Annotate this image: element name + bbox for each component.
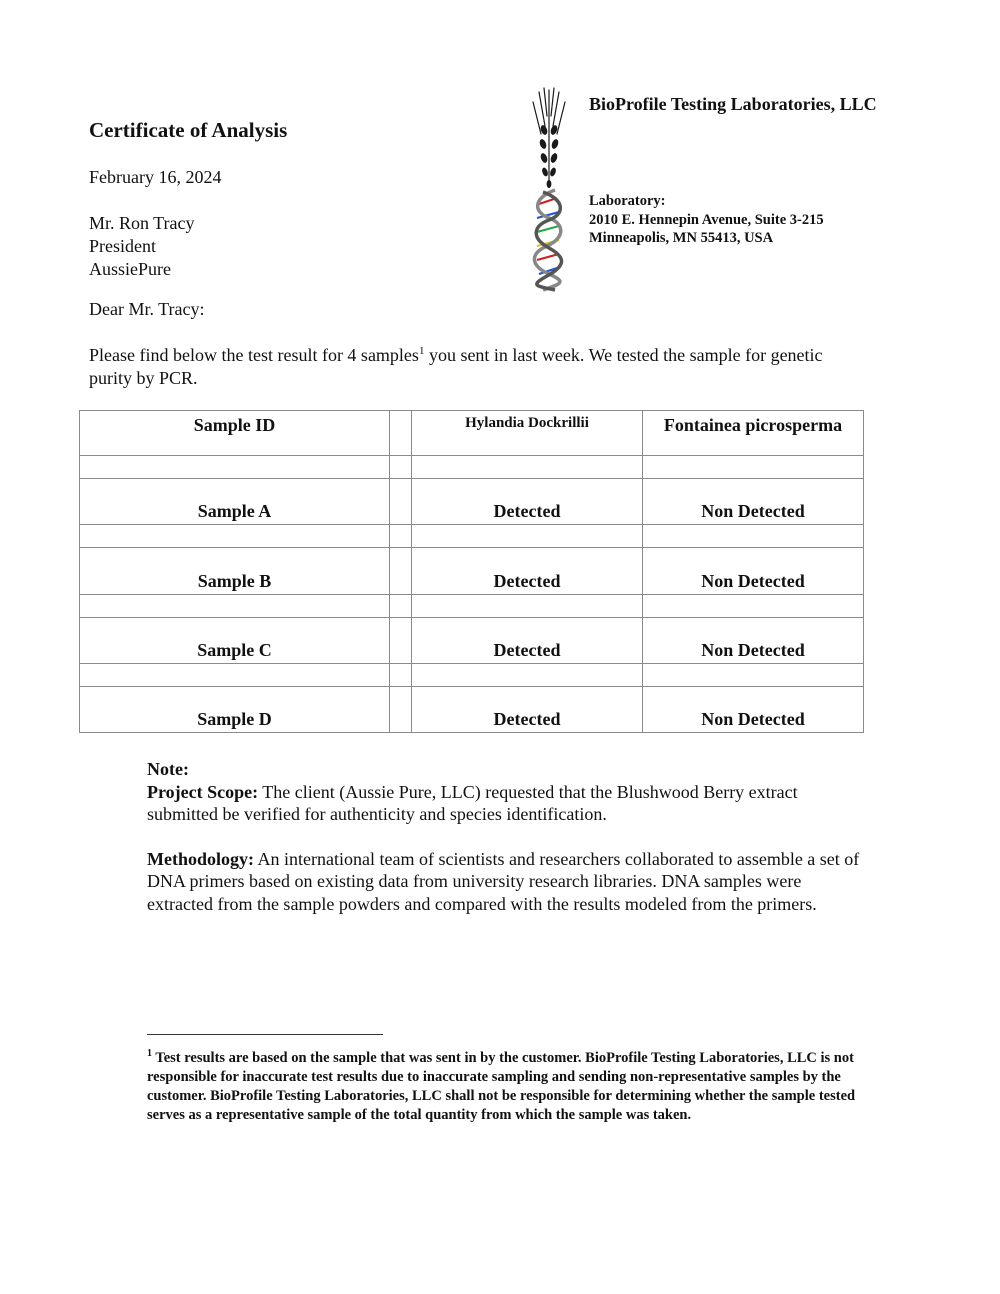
lab-label: Laboratory: xyxy=(589,193,666,209)
lab-address-block xyxy=(589,192,824,248)
species2-result-cell: Non Detected xyxy=(643,617,864,663)
table-spacer-cell xyxy=(390,411,412,456)
wheat-dna-helix-icon xyxy=(525,86,577,292)
footnote-text: Test results are based on the sample that was sent in by the customer. BioProfile Testing Laboratories, LLC is not responsible for inaccurate test results due to inaccurate sampling and sending non-representative samples by the customer. BioProfile Testing Laboratories, LLC shall not be responsible for determining whether the sample tested serves as a representative sample of the total quantity from which the sample was taken. xyxy=(147,1049,856,1123)
table-row xyxy=(80,617,864,663)
recipient-name: Mr. Ron Tracy xyxy=(89,213,195,233)
table-row xyxy=(80,686,864,732)
table-spacer-cell xyxy=(390,479,412,525)
lab-address-line1: 2010 E. Hennepin Avenue, Suite 3-215 xyxy=(589,211,824,228)
salutation: Dear Mr. Tracy: xyxy=(89,299,205,319)
header-sample-id: Sample ID xyxy=(80,411,390,456)
table-blank-row xyxy=(80,594,864,617)
sample-id-cell: Sample D xyxy=(80,686,390,732)
table-blank-row xyxy=(80,456,864,479)
sample-id-cell: Sample C xyxy=(80,617,390,663)
footnote-reference: 1 xyxy=(418,345,425,357)
species1-result-cell: Detected xyxy=(412,686,643,732)
notes-heading: Note: xyxy=(147,759,189,779)
table-header-row xyxy=(80,411,864,456)
species1-result-cell: Detected xyxy=(412,479,643,525)
results-table xyxy=(79,410,864,733)
footnote-divider xyxy=(147,1034,383,1035)
table-spacer-cell xyxy=(390,617,412,663)
table-row xyxy=(80,479,864,525)
intro-text-start: Please find below the test result for 4 samples xyxy=(89,345,419,365)
recipient-role: President xyxy=(89,236,156,256)
species2-result-cell: Non Detected xyxy=(643,686,864,732)
species1-result-cell: Detected xyxy=(412,548,643,594)
table-blank-row xyxy=(80,525,864,548)
sample-id-cell: Sample B xyxy=(80,548,390,594)
table-row xyxy=(80,548,864,594)
methodology-text: An international team of scientists and researchers collaborated to assemble a set of DNA primers based on existing data from university research libraries. DNA samples were extracted from the sample powders and compared with the results modeled from the primers. xyxy=(147,848,860,914)
methodology-label: Methodology: xyxy=(147,848,254,869)
document-title: Certificate of Analysis xyxy=(89,118,288,142)
species2-result-cell: Non Detected xyxy=(643,479,864,525)
lab-address-line2: Minneapolis, MN 55413, USA xyxy=(589,230,774,246)
table-spacer-cell xyxy=(390,686,412,732)
notes-section xyxy=(147,758,867,915)
lab-company-name: BioProfile Testing Laboratories, LLC xyxy=(589,94,877,114)
header-species1: Hylandia Dockrillii xyxy=(412,411,643,456)
intro-paragraph xyxy=(89,344,849,390)
project-scope-paragraph xyxy=(147,781,867,826)
project-scope-label: Project Scope: xyxy=(147,781,259,802)
footnote-marker: 1 xyxy=(147,1048,152,1059)
intro-text-end: you sent in last week. We tested the sample for genetic purity by PCR. xyxy=(89,345,823,388)
table-blank-row xyxy=(80,663,864,686)
recipient-company: AussiePure xyxy=(89,259,171,279)
table-spacer-cell xyxy=(390,548,412,594)
project-scope-text: The client (Aussie Pure, LLC) requested that the Blushwood Berry extract submitted be verified for authenticity and species identification. xyxy=(147,781,798,824)
document-date: February 16, 2024 xyxy=(89,167,222,187)
species1-result-cell: Detected xyxy=(412,617,643,663)
methodology-paragraph xyxy=(147,848,867,916)
sample-id-cell: Sample A xyxy=(80,479,390,525)
footnote xyxy=(147,1044,862,1125)
species2-result-cell: Non Detected xyxy=(643,548,864,594)
header-species2: Fontainea picrosperma xyxy=(643,411,864,456)
recipient-block xyxy=(89,212,195,281)
